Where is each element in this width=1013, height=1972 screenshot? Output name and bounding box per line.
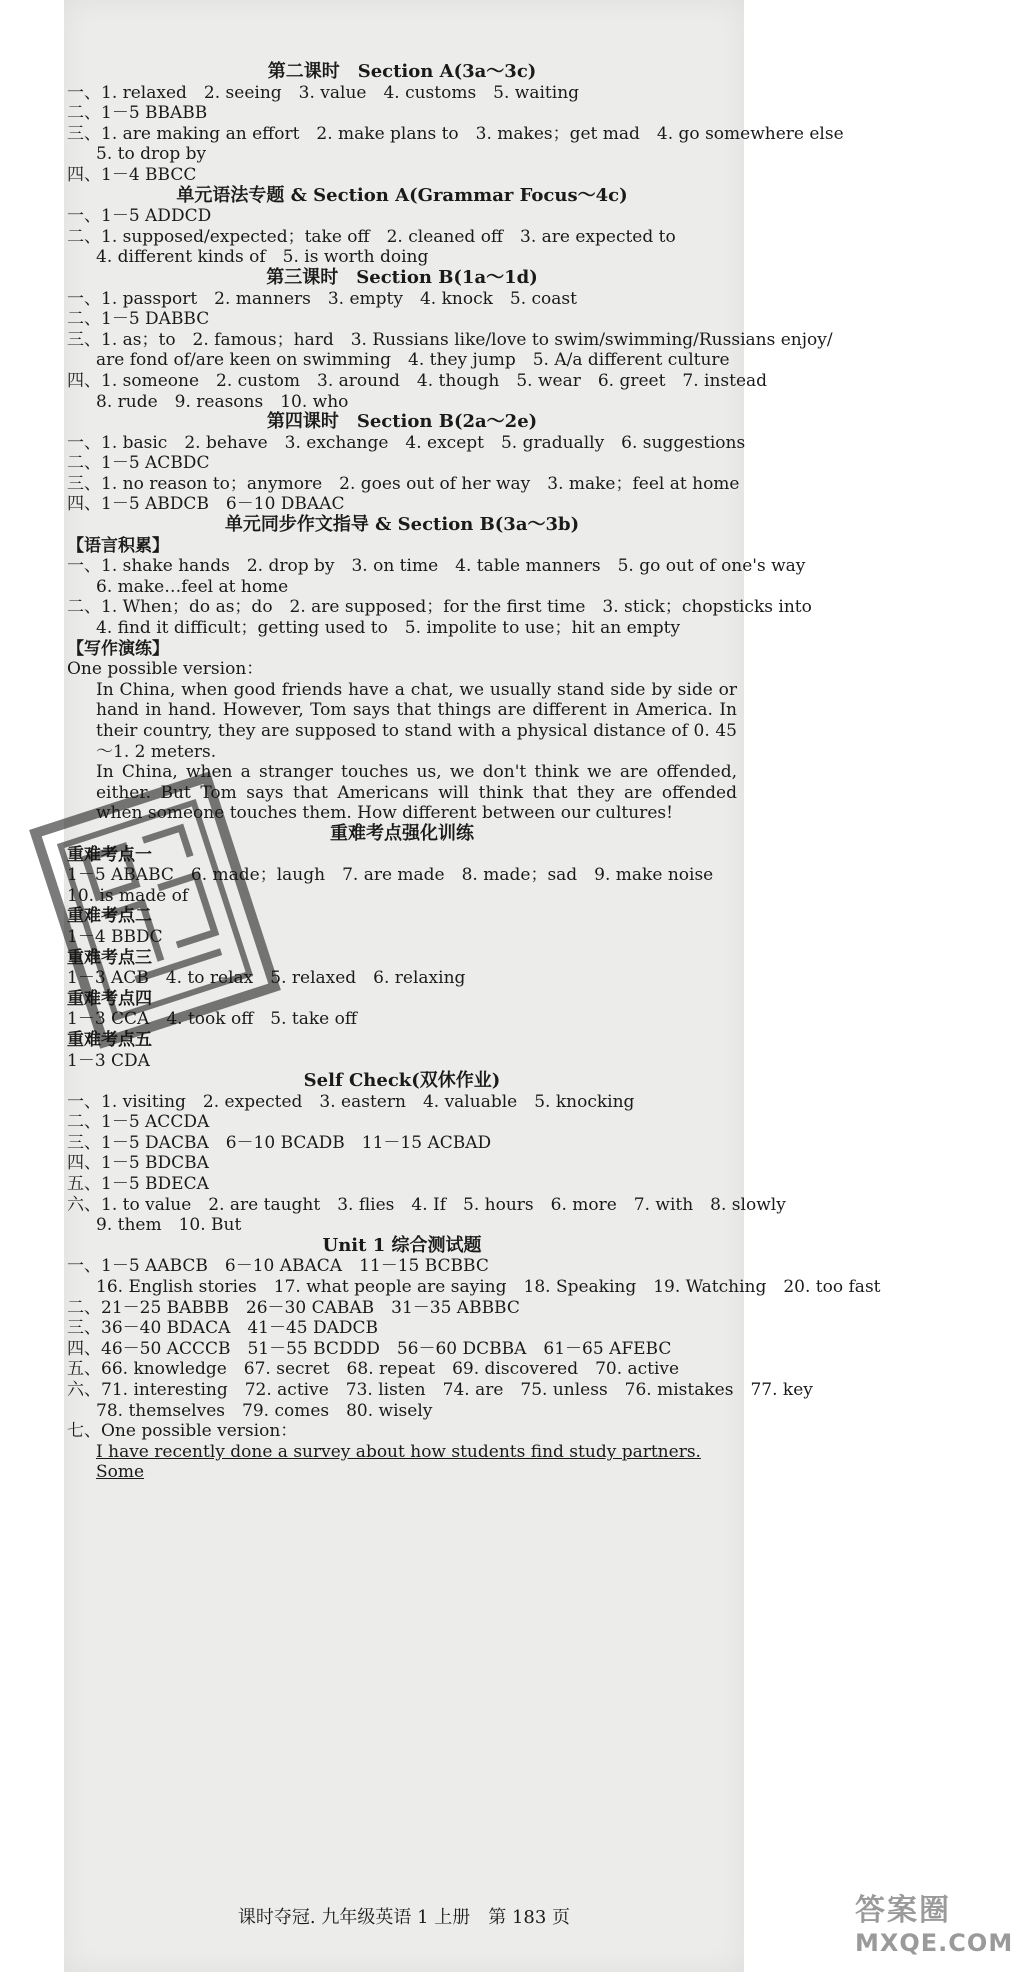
answer-line: 16. English stories 17. what people are saying 18. Speaking 19. Watching 20. too fast [96,1277,881,1298]
answer-line: I have recently done a survey about how students find study partners. Some [96,1441,701,1483]
answer-line: 二、21－25 BABBB 26－30 CABAB 31－35 ABBBC [67,1297,520,1318]
answer-line: 三、1－5 DACBA 6－10 BCADB 11－15 ACBAD [67,1132,492,1153]
answer-line: 一、1. visiting 2. expected 3. eastern 4. valuable 5. knocking [67,1091,635,1112]
answer-line: 4. different kinds of 5. is worth doing [96,247,429,268]
answer-line: 三、36－40 BDACA 41－45 DADCB [67,1318,379,1339]
answer-line: 一、1. passport 2. manners 3. empty 4. knock 5. coast [67,288,577,309]
answer-line: 1－4 BBDC [67,926,163,947]
answer-line: 【语言积累】 [67,535,169,556]
answer-line: 一、1. relaxed 2. seeing 3. value 4. customs 5. waiting [67,82,580,103]
answer-line: 重难考点三 [67,947,152,968]
section-heading: 单元同步作文指导 & Section B(3a～3b) [224,514,580,536]
answer-line: 四、1－4 BBCC [67,164,197,185]
answer-line: 4. find it difficult；getting used to 5. impolite to use；hit an empty [96,618,681,639]
section-heading: Self Check(双休作业) [303,1070,501,1092]
answer-line: In China, when good friends have a chat, we usually stand side by side or hand in hand. However, Tom says that things are different in America. In their country, they are supposed to stand with a physical distance of 0. 45～1. 2 meters. [96,679,737,762]
answer-line: 一、1. basic 2. behave 3. exchange 4. except 5. gradually 6. suggestions [67,432,746,453]
answer-line: 二、1. supposed/expected；take off 2. cleaned off 3. are expected to [67,226,676,247]
answer-line: One possible version： [67,659,264,680]
answer-line: 六、71. interesting 72. active 73. listen 74. are 75. unless 76. mistakes 77. key [67,1380,813,1400]
answer-line: 一、1－5 AABCB 6－10 ABACA 11－15 BCBBC [67,1256,489,1277]
section-heading: 第二课时 Section A(3a～3c) [267,61,537,82]
answer-line: 四、1－5 BDCBA [67,1153,209,1174]
answer-line: 8. rude 9. reasons 10. who [96,391,349,412]
section-heading: 第四课时 Section B(2a～2e) [266,411,538,433]
section-heading: 重难考点强化训练 [330,822,474,844]
answer-line: 6. make…feel at home [96,576,289,597]
section-heading: 第三课时 Section B(1a～1d) [266,266,538,288]
answer-line: 二、1－5 ACBDC [67,453,210,474]
answer-line: 一、1. shake hands 2. drop by 3. on time 4. table manners 5. go out of one's way [67,556,806,577]
answer-line: 重难考点五 [67,1029,152,1050]
answer-line: 1－3 ACB 4. to relax 5. relaxed 6. relaxing [67,968,466,989]
answer-line: 三、1. as；to 2. famous；hard 3. Russians like/love to swim/swimming/Russians enjoy/ [67,329,833,350]
watermark-title: 答案圈 [855,1893,951,1928]
answer-line: are fond of/are keen on swimming 4. they jump 5. A/a different culture [96,350,730,371]
answer-line: 重难考点一 [67,844,152,865]
answer-line: 四、1－5 ABDCB 6－10 DBAAC [67,494,345,515]
answer-line: 重难考点二 [67,906,152,927]
answer-line: 1－5 ABABC 6. made；laugh 7. are made 8. made；sad 9. make noise [67,865,714,886]
answer-line: 五、1－5 BDECA [67,1174,209,1195]
answer-line: 5. to drop by [96,144,207,165]
answer-line: 二、1－5 BBABB [67,103,208,124]
answer-line: 四、46－50 ACCCB 51－55 BCDDD 56－60 DCBBA 61－65 AFEBC [67,1338,672,1359]
answer-line: 六、1. to value 2. are taught 3. flies 4. If 5. hours 6. more 7. with 8. slowly [67,1194,786,1215]
answer-line: 五、66. knowledge 67. secret 68. repeat 69. discovered 70. active [67,1359,680,1380]
answer-line: 四、1. someone 2. custom 3. around 4. though 5. wear 6. greet 7. instead [67,370,768,391]
section-heading: 单元语法专题 & Section A(Grammar Focus～4c) [176,184,628,206]
answer-line: 10. is made of [67,885,189,906]
answer-line: 七、One possible version： [67,1421,298,1442]
answer-line: 三、1. no reason to；anymore 2. goes out of her way 3. make；feel at home [67,473,740,494]
section-heading: Unit 1 综合测试题 [322,1234,482,1256]
answer-line: 一、1－5 ADDCD [67,206,212,227]
page-footer: 课时夺冠. 九年级英语 1 上册 第 183 页 [237,1907,571,1928]
answer-line: 重难考点四 [67,988,152,1009]
answer-line: 二、1. When；do as；do 2. are supposed；for the first time 3. stick；chopsticks into [67,597,812,618]
answer-line: 二、1－5 ACCDA [67,1112,210,1133]
answer-line: 二、1－5 DABBC [67,309,210,330]
answer-line: 9. them 10. But [96,1215,242,1236]
watermark-url: MXQE.COM [855,1929,1013,1957]
answer-line: 1－3 CDA [67,1050,150,1071]
watermark-logo [855,1885,1013,1965]
answer-line: 1－3 CCA 4. took off 5. take off [67,1009,357,1030]
answer-content [67,61,881,1483]
answer-line: 三、1. are making an effort 2. make plans to 3. makes；get mad 4. go somewhere else [67,123,844,144]
answer-line: 【写作演练】 [67,638,169,659]
answer-line: 78. themselves 79. comes 80. wisely [96,1400,433,1421]
answer-line: In China, when a stranger touches us, we don't think we are offended, either. But Tom says that Americans will think that they are offended when someone touches them. How different between our cultures! [96,762,737,824]
